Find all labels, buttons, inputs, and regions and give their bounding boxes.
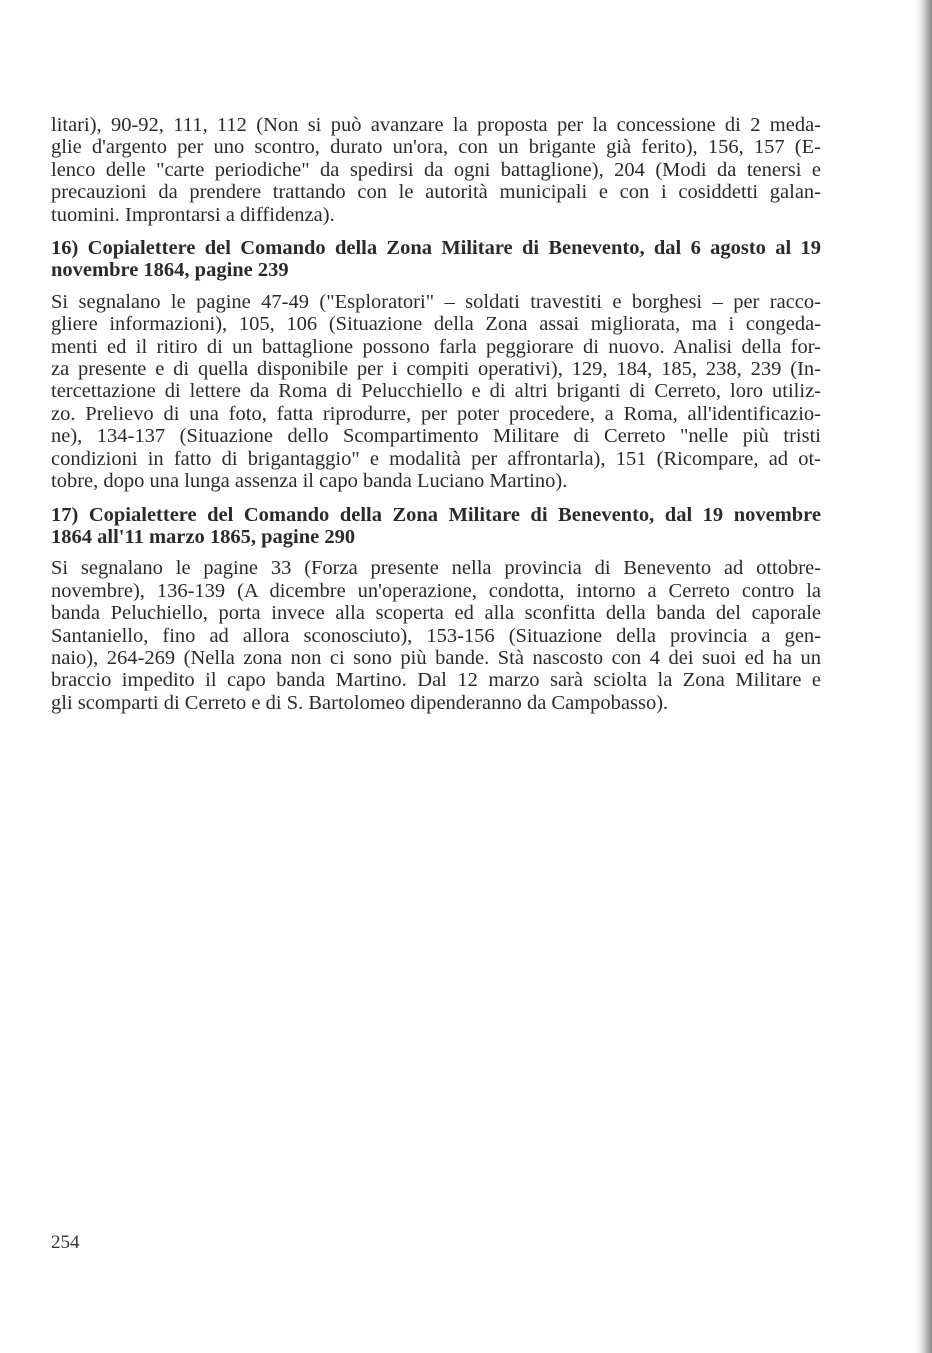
text-line: zo. Prelievo di una foto, fatta riprodurre, per poter procedere, a Roma, all'identificazio- [51,402,821,425]
section-17-heading [51,504,821,549]
text-line: tercettazione di lettere da Roma di Pelucchiello e di altri briganti di Cerreto, loro utiliz- [51,380,821,403]
continuation-paragraph [51,114,821,226]
heading-line: 17) Copialettere del Comando della Zona Militare di Benevento, dal 19 novembre [51,503,821,526]
text-line: naio), 264-269 (Nella zona non ci sono più bande. Stà nascosto con 4 dei suoi ed ha un [51,646,821,669]
text-line: za presente e di quella disponibile per i compiti operativi), 129, 184, 185, 238, 239 (In- [51,358,821,381]
text-line: lenco delle "carte periodiche" da spedirsi da ogni battaglione), 204 (Modi da tenersi e [51,158,821,181]
text-line: precauzioni da prendere trattando con le autorità municipali e con i cosiddetti galan- [51,181,821,204]
text-line: novembre), 136-139 (A dicembre un'operazione, condotta, intorno a Cerreto contro la [51,579,821,602]
text-line: glie d'argento per uno scontro, durato un'ora, con un brigante già ferito), 156, 157 (E- [51,136,821,159]
text-line: litari), 90-92, 111, 112 (Non si può avanzare la proposta per la concessione di 2 meda- [51,114,821,136]
text-line: Si segnalano le pagine 33 (Forza presente nella provincia di Benevento ad ottobre- [51,557,821,580]
text-line: gli scomparti di Cerreto e di S. Bartolomeo dipenderanno da Campobasso). [51,691,669,714]
section-16-heading [51,237,821,282]
text-line: ne), 134-137 (Situazione dello Scompartimento Militare di Cerreto "nelle più tristi [51,425,821,448]
heading-line: novembre 1864, pagine 239 [51,259,289,282]
text-line: banda Peluchiello, porta invece alla scoperta ed alla sconfitta della banda del caporale [51,602,821,625]
page-number: 254 [51,1232,80,1253]
page-binding-edge [916,0,932,1353]
text-line: menti ed il ritiro di un battaglione possono farla peggiorare di nuovo. Analisi della for- [51,335,821,358]
section-17-paragraph [51,557,821,714]
text-line: braccio impedito il capo banda Martino. Dal 12 marzo sarà sciolta la Zona Militare e [51,669,821,692]
text-line: gliere informazioni), 105, 106 (Situazione della Zona assai migliorata, ma i congeda- [51,313,821,336]
text-line: tuomini. Improntarsi a diffidenza). [51,203,335,226]
heading-line: 16) Copialettere del Comando della Zona Militare di Benevento, dal 6 agosto al 19 [51,237,821,260]
text-line: Si segnalano le pagine 47-49 ("Esploratori" – soldati travestiti e borghesi – per racco- [51,290,821,313]
heading-line: 1864 all'11 marzo 1865, pagine 290 [51,525,356,548]
text-line: tobre, dopo una lunga assenza il capo banda Luciano Martino). [51,470,568,493]
document-body [51,114,821,714]
text-line: condizioni in fatto di brigantaggio" e modalità per affrontarla), 151 (Ricompare, ad ot- [51,447,821,470]
section-16-paragraph [51,291,821,493]
text-line: Santaniello, fino ad allora sconosciuto), 153-156 (Situazione della provincia a gen- [51,624,821,647]
